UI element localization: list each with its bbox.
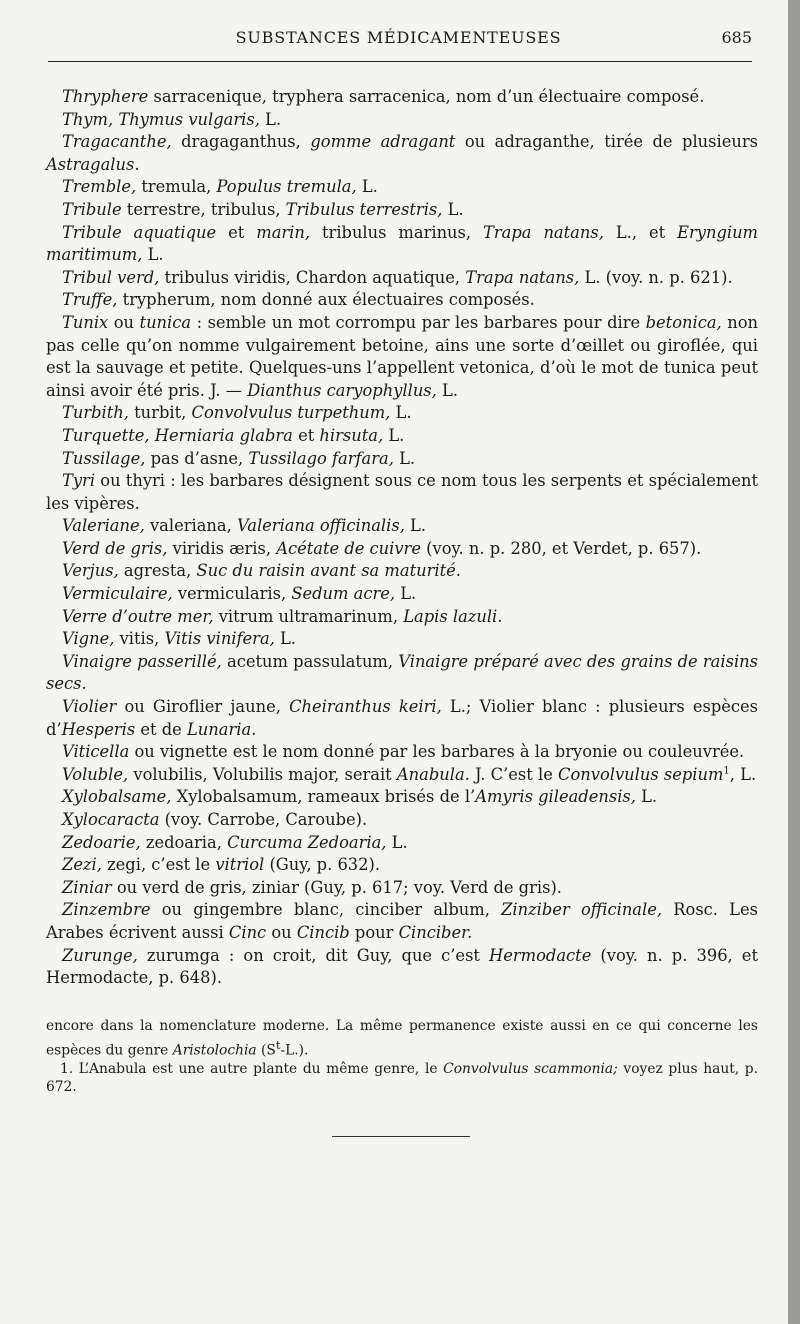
italic-text: Voluble,: [62, 764, 129, 784]
superscript: 1: [723, 765, 730, 777]
text-run: L.; Violier blanc : plusieurs espèces d’: [46, 697, 759, 739]
italic-text: Vigne,: [62, 629, 115, 649]
running-title: SUBSTANCES MÉDICAMENTEUSES: [235, 28, 562, 47]
text-run: et: [292, 425, 320, 445]
text-run: agresta,: [118, 561, 197, 581]
glossary-entry: [46, 448, 758, 471]
italic-text: Cheiranthus keiri,: [289, 697, 442, 717]
italic-text: Lapis lazuli.: [403, 606, 503, 626]
text-run: L.: [274, 629, 297, 649]
text-run: L.: [386, 832, 408, 852]
italic-text: Populus tremula,: [216, 177, 357, 197]
text-run: tremula,: [136, 177, 217, 197]
italic-text: vitriol: [215, 855, 265, 875]
glossary-entry: [46, 515, 758, 538]
superscript: t: [275, 1037, 281, 1052]
text-run: trypherum, nom donné aux électuaires composés.: [117, 290, 535, 310]
italic-text: Suc du raisin avant sa maturité.: [196, 561, 461, 581]
text-run: J. C’est le: [469, 764, 559, 784]
text-run: zurumga : on croit, dit Guy, que c’est: [137, 945, 490, 965]
glossary-entry: [46, 809, 758, 832]
text-run: (S: [256, 1042, 276, 1059]
italic-text: Zezi,: [62, 855, 102, 875]
italic-text: Acétate de cuivre: [276, 538, 421, 558]
italic-text: hirsuta,: [319, 425, 384, 445]
italic-text: Anabula.: [396, 764, 470, 784]
text-run: zedoaria,: [140, 832, 228, 852]
text-run: vitis,: [114, 629, 165, 649]
text-run: ou Giroflier jaune,: [116, 697, 290, 717]
text-run: L., et: [603, 222, 678, 242]
italic-text: gomme adragant: [310, 132, 456, 152]
italic-text: Ziniar: [62, 877, 112, 897]
italic-text: marin,: [256, 222, 311, 242]
running-header: [45, 28, 752, 56]
italic-text: Lunaria.: [186, 719, 257, 739]
glossary-entry: [46, 312, 758, 402]
text-run: L.: [356, 177, 378, 197]
italic-text: Tribule: [62, 199, 122, 219]
glossary-entry: [46, 696, 758, 741]
text-run: L.: [259, 109, 282, 129]
text-run: L. (voy. n. p. 621).: [579, 267, 733, 287]
text-run: ou adraganthe, tirée de plusieurs: [455, 132, 758, 152]
text-run: zegi, c’est le: [101, 855, 216, 875]
text-run: pas d’asne,: [145, 448, 249, 468]
text-run: ou gingembre blanc, cinciber album,: [150, 900, 502, 920]
italic-text: Tribulus terrestris,: [285, 199, 443, 219]
italic-text: Vitis vinifera,: [164, 629, 275, 649]
text-run: L.: [635, 787, 658, 807]
text-run: encore dans la nomenclature moderne. La même permanence existe aussi en ce qui concerne les espèces du genre: [46, 1018, 758, 1059]
text-run: , L.: [729, 764, 757, 784]
glossary-entry: [46, 199, 758, 222]
text-run: ou: [266, 922, 297, 942]
glossary-entry: [46, 877, 758, 900]
italic-text: Zurunge,: [62, 945, 138, 965]
text-run: Rosc. Les Arabes écrivent aussi: [46, 900, 758, 942]
text-run: ou vignette est le nom donné par les barbares à la bryonie ou couleuvrée.: [129, 742, 745, 762]
italic-text: Zedoarie,: [62, 832, 141, 852]
italic-text: Verre d’outre mer,: [62, 606, 214, 626]
italic-text: Turbith,: [62, 403, 129, 423]
italic-text: Viticella: [62, 742, 130, 762]
glossary-entry: [46, 741, 758, 764]
italic-text: Tragacanthe,: [62, 132, 172, 152]
italic-text: Convolvulus turpethum,: [191, 403, 391, 423]
glossary-entry: [46, 606, 758, 629]
text-run: : semble un mot corrompu par les barbares pour dire: [191, 312, 646, 332]
page-number: 685: [721, 28, 752, 47]
text-run: turbit,: [128, 403, 192, 423]
text-run: ou: [108, 312, 140, 332]
italic-text: Verd de gris,: [62, 538, 168, 558]
italic-text: Violier: [62, 697, 117, 717]
glossary-entry: [46, 854, 758, 877]
italic-text: Dianthus caryophyllus,: [247, 380, 437, 400]
text-run: vermicularis,: [172, 584, 292, 604]
italic-text: Valeriane,: [62, 516, 145, 536]
text-run: L.: [142, 245, 164, 265]
glossary-entry: [46, 289, 758, 312]
italic-text: Trapa natans,: [465, 267, 580, 287]
glossary-entry: [46, 131, 758, 176]
page-edge-shadow: [788, 0, 800, 1324]
italic-text: Cinciber.: [398, 922, 473, 942]
italic-text: tunica: [139, 312, 192, 332]
footnotes: [46, 1017, 758, 1097]
footnote-continuation: [46, 1017, 758, 1060]
text-run: ou verd de gris, ziniar (Guy, p. 617; voy. Verd de gris).: [111, 877, 562, 897]
italic-text: Xylocaracta: [62, 810, 160, 829]
text-run: et: [216, 222, 257, 242]
italic-text: betonica,: [645, 312, 722, 332]
text-run: L.: [390, 403, 412, 423]
glossary-entries: [46, 86, 758, 990]
text-run: (Guy, p. 632).: [264, 855, 381, 875]
italic-text: Trapa natans,: [483, 222, 604, 242]
glossary-entry: [46, 538, 758, 561]
footnote-1: [46, 1060, 758, 1097]
glossary-entry: [46, 267, 758, 290]
text-run: L.: [395, 584, 417, 604]
italic-text: Amyris gileadensis,: [475, 787, 636, 807]
text-run: 1. L’Anabula est une autre plante du même genre, le: [60, 1060, 444, 1077]
glossary-entry: [46, 628, 758, 651]
italic-text: Thryphere: [62, 87, 149, 106]
italic-text: Turquette, Herniaria glabra: [62, 425, 293, 445]
text-run: L.: [436, 380, 459, 400]
glossary-entry: [46, 425, 758, 448]
italic-text: Tyri: [62, 471, 96, 491]
header-rule: [48, 61, 752, 62]
text-run: Xylobalsamum, rameaux brisés de l’: [171, 787, 476, 807]
text-run: volubilis, Volubilis major, serait: [128, 764, 397, 784]
italic-text: Sedum acre,: [291, 584, 396, 604]
end-rule: [332, 1136, 470, 1137]
italic-text: Convolvulus sepium: [558, 764, 724, 784]
italic-text: Hermodacte: [489, 945, 592, 965]
italic-text: Tunix: [62, 312, 109, 332]
text-run: tribulus viridis, Chardon aquatique,: [159, 267, 466, 287]
glossary-entry: [46, 764, 758, 787]
text-run: voyez plus haut, p. 672.: [46, 1060, 758, 1096]
italic-text: Thym, Thymus vulgaris,: [62, 109, 260, 129]
italic-text: Truffe,: [62, 290, 118, 310]
glossary-entry: [46, 832, 758, 855]
italic-text: Vermiculaire,: [62, 584, 173, 604]
italic-text: Vinaigre passerillé,: [62, 651, 222, 671]
text-run: pour: [349, 922, 399, 942]
glossary-entry: [46, 222, 758, 267]
italic-text: Tremble,: [62, 177, 137, 197]
glossary-entry: [46, 651, 758, 696]
text-run: (voy. Carrobe, Caroube).: [159, 810, 368, 829]
text-run: terrestre, tribulus,: [121, 199, 286, 219]
text-run: vitrum ultramarinum,: [213, 606, 404, 626]
italic-text: Convolvulus scammonia;: [443, 1060, 618, 1077]
italic-text: Cinc: [228, 922, 267, 942]
glossary-entry: [46, 402, 758, 425]
italic-text: Astragalus.: [46, 154, 140, 174]
italic-text: Tussilago farfara,: [248, 448, 394, 468]
glossary-entry: [46, 470, 758, 515]
italic-text: Valeriana officinalis,: [236, 516, 405, 536]
italic-text: Cincib: [296, 922, 350, 942]
glossary-entry: [46, 86, 758, 109]
glossary-entry: [46, 176, 758, 199]
glossary-entry: [46, 560, 758, 583]
text-run: valeriana,: [144, 516, 237, 536]
text-run: -L.).: [280, 1042, 309, 1059]
text-run: non pas celle qu’on nomme vulgairement betoine, ains une sorte d’œillet ou giroflée, qui est la sauvage et petite. Quelques-uns l’appellent vetonica, d’où le mot de tunica peut ainsi avoir été pris. J. —: [46, 312, 759, 400]
glossary-entry: [46, 109, 758, 132]
italic-text: Tussilage,: [62, 448, 146, 468]
glossary-entry: [46, 786, 758, 809]
italic-text: Aristolochia: [172, 1042, 257, 1059]
text-run: viridis æris,: [167, 538, 277, 558]
italic-text: Tribul verd,: [62, 267, 160, 287]
text-run: dragaganthus,: [171, 132, 311, 152]
italic-text: Verjus,: [62, 561, 119, 581]
text-run: tribulus marinus,: [310, 222, 484, 242]
text-run: L.: [442, 199, 464, 219]
text-run: sarracenique, tryphera sarracenica, nom d’un électuaire composé.: [148, 87, 705, 106]
text-run: (voy. n. p. 280, et Verdet, p. 657).: [420, 538, 702, 558]
italic-text: Tribule aquatique: [62, 222, 217, 242]
text-run: ou thyri : les barbares désignent sous ce nom tous les serpents et spécialement les vipères.: [46, 471, 758, 513]
italic-text: Zinziber officinale,: [501, 900, 663, 920]
text-run: (voy. n. p. 396, et Hermodacte, p. 648).: [46, 945, 758, 988]
italic-text: Eryngium maritimum,: [46, 222, 758, 265]
text-run: L.: [383, 425, 405, 445]
glossary-entry: [46, 583, 758, 606]
italic-text: Xylobalsame,: [62, 787, 172, 807]
text-run: L.: [393, 448, 416, 468]
glossary-entry: [46, 899, 758, 944]
italic-text: Curcuma Zedoaria,: [227, 832, 387, 852]
glossary-entry: [46, 945, 758, 990]
italic-text: Vinaigre préparé avec des grains de raisins secs.: [46, 651, 758, 694]
text-run: et de: [135, 719, 187, 739]
text-run: L.: [404, 516, 427, 536]
italic-text: Hesperis: [61, 719, 136, 739]
italic-text: Zinzembre: [62, 900, 151, 920]
text-run: acetum passulatum,: [221, 651, 399, 671]
